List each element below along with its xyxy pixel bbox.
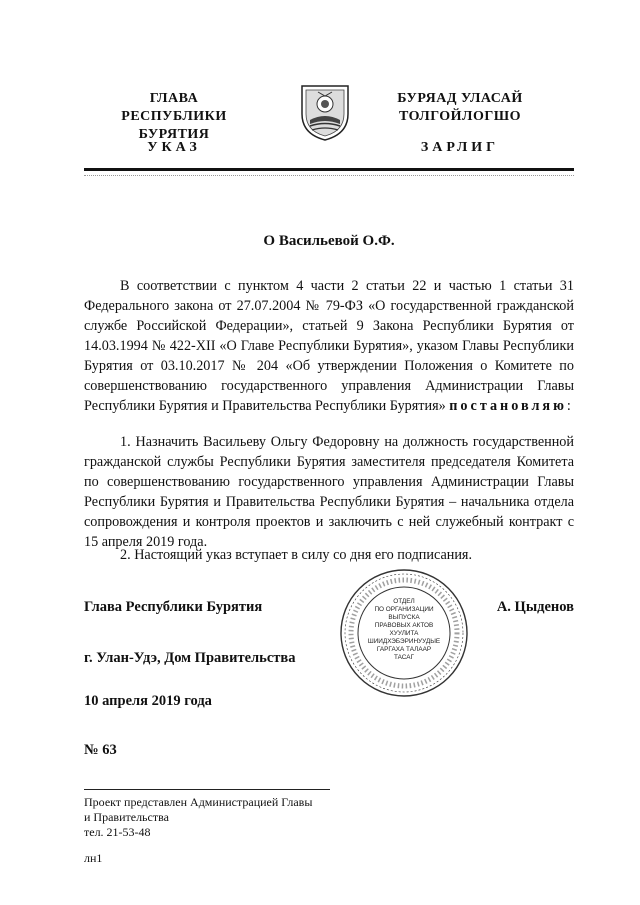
clause-1: 1. Назначить Васильеву Ольгу Федоровну на должность государственной гражданской службы Республики Бурятия заместителя председателя Комитета по совершенствованию государственного управления Администрации Главы Республики Бурятия и Правительства Республики Бурятия – начальника отдела сопровождения и контроля проектов и заключить с ней служебный контракт с 15 апреля 2019 года. (84, 434, 574, 550)
preamble-paragraph (84, 276, 574, 416)
stamp-line-6: ШИИДХЭБЭРИНУУДЫЕ (367, 638, 441, 645)
footer-initials: лн1 (84, 851, 103, 865)
footer-rule (84, 789, 330, 790)
footer-line-3: тел. 21-53-48 (84, 825, 151, 839)
header-dotted-rule (84, 175, 574, 176)
issuer-right (380, 90, 540, 126)
stamp-line-5: ХУУЛИТА (389, 630, 419, 637)
issuer-right-line1: БУРЯАД УЛАСАЙ (397, 91, 523, 106)
signatory-name: А. Цыденов (496, 599, 574, 615)
clause-2: 2. Настоящий указ вступает в силу со дня его подписания. (120, 547, 473, 563)
document-title: О Васильевой О.Ф. (263, 233, 395, 249)
footer-line-2: и Правительства (84, 810, 169, 824)
place-of-signing: г. Улан-Удэ, Дом Правительства (84, 650, 296, 666)
decree-word: постановляю (449, 398, 567, 414)
stamp-inner-text (362, 598, 446, 662)
stamp-line-4: ПРАВОВЫХ АКТОВ (374, 622, 434, 629)
footer-note (84, 795, 312, 840)
issuer-right-line2: ТОЛГОЙЛОГШО (398, 109, 522, 124)
issuer-left-line2: РЕСПУБЛИКИ БУРЯТИЯ (121, 109, 227, 142)
stamp-line-3: ВЫПУСКА (388, 614, 420, 621)
doc-type-left: УКАЗ (147, 140, 201, 155)
signing-date: 10 апреля 2019 года (84, 693, 212, 709)
issuer-left (84, 90, 264, 144)
signatory-position: Глава Республики Бурятия (84, 599, 263, 615)
stamp-line-2: ПО ОРГАНИЗАЦИИ (374, 606, 434, 613)
stamp-line-1: ОТДЕЛ (393, 598, 415, 605)
preamble-text: В соответствии с пунктом 4 части 2 статьи 22 и частью 1 статьи 31 Федерального закона от 27.07.2004 № 79-ФЗ «О государственной гражданской службе Российской Федерации», статьей 9 Закона Республики Бурятия от 14.03.1994 № 422-XII «О Главе Республики Бурятия», указом Главы Республики Бурятия от 03.10.2017 № 204 «Об утверждении Положения о Комитете по совершенствованию государственного управления Администрации Главы Республики Бурятия и Правительства Республики Бурятия» (84, 278, 574, 414)
decree-number: № 63 (84, 742, 117, 758)
footer-line-1: Проект представлен Администрацией Главы (84, 795, 313, 809)
doc-type-right: ЗАРЛИГ (420, 140, 500, 155)
decree-suffix: : (566, 398, 571, 414)
stamp-line-8: ТАСАГ (393, 654, 414, 661)
header-rule (84, 168, 574, 171)
coat-of-arms-emblem (296, 82, 354, 142)
stamp-line-7: ГАРГАХА ТАЛААР (376, 646, 432, 653)
issuer-left-line1: ГЛАВА (149, 91, 199, 106)
